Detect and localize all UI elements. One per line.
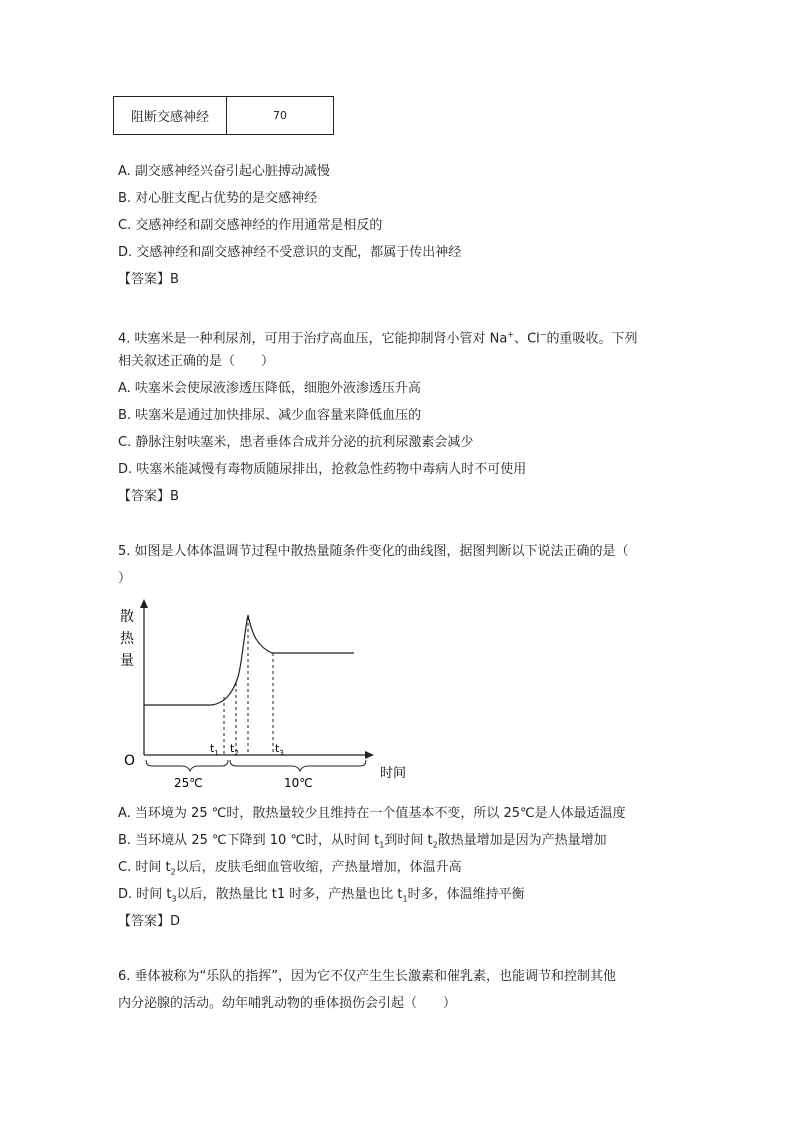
q6-stem-line2: 内分泌腺的活动。幼年哺乳动物的垂体损伤会引起（ ） [118,996,457,1011]
heat-dissipation-chart [112,595,422,790]
tick-t1: $t_1$ [210,742,219,757]
data-table [113,96,334,135]
range-25c: 25℃ [174,776,203,790]
q4-answer: 【答案】B [118,489,179,504]
tick-t3: $t_3$ [275,742,284,757]
q5-stem-line1: 5. 如图是人体体温调节过程中散热量随条件变化的曲线图，据图判断以下说法正确的是（ [118,544,629,559]
q3-option-c: C. 交感神经和副交感神经的作用通常是相反的 [118,218,383,233]
q3-option-d: D. 交感神经和副交感神经不受意识的支配，都属于传出神经 [118,245,462,260]
table-row [114,97,334,135]
q5-answer: 【答案】D [118,914,181,929]
xlabel: 时间 [380,766,407,781]
q5-stem-line2: ） [118,571,132,586]
ylabel-char: 散 [120,609,134,625]
q4-option-b: B. 呋塞米是通过加快排尿、减少血容量来降低血压的 [118,408,422,423]
table-cell-value: 70 [227,97,334,135]
q5-option-b: B. 当环境从 25 ℃下降到 10 ℃时，从时间 $t_1$到时间 $t_2$散热量增加是因为产热量增加 [118,833,607,850]
q4-stem-line2: 相关叙述正确的是（ ） [118,354,275,369]
q3-option-b: B. 对心脏支配占优势的是交感神经 [118,191,318,206]
range-10c: 10℃ [284,776,313,790]
heat-curve [144,615,354,705]
q5-option-d: D. 时间 $t_3$以后，散热量比 t1 时多，产热量也比 $t_1$时多，体温维持平衡 [118,887,525,904]
q4-option-a: A. 呋塞米会使尿液渗透压降低，细胞外液渗透压升高 [118,381,421,396]
y-axis-arrow [140,599,148,608]
q4-stem-line1: 4. 呋塞米是一种利尿剂，可用于治疗高血压，它能抑制肾小管对 Na+、Cl−的重吸收。下列 [118,330,638,347]
q4-option-d: D. 呋塞米能减慢有毒物质随尿排出，抢救急性药物中毒病人时不可使用 [118,462,527,477]
brace-10c [230,760,366,771]
q5-option-c: C. 时间 $t_2$以后，皮肤毛细血管收缩，产热量增加，体温升高 [118,860,462,877]
q3-answer: 【答案】B [118,272,179,287]
q3-option-a: A. 副交感神经兴奋引起心脏搏动减慢 [118,164,330,179]
q4-option-c: C. 静脉注射呋塞米，患者垂体合成并分泌的抗利尿激素会减少 [118,435,474,450]
brace-25c [146,760,228,771]
tick-t2: $t_2$ [230,742,239,757]
table-cell-label: 阻断交感神经 [114,97,227,135]
q5-option-a: A. 当环境为 25 ℃时，散热量较少且维持在一个值基本不变，所以 25℃是人体最适温度 [118,806,626,821]
ylabel-char: 热 [120,631,134,647]
x-axis-arrow [365,751,374,759]
ylabel-char: 量 [120,653,134,669]
origin-label: O [124,753,136,769]
q6-stem-line1: 6. 垂体被称为“乐队的指挥”，因为它不仅产生生长激素和催乳素，也能调节和控制其他 [118,969,617,984]
